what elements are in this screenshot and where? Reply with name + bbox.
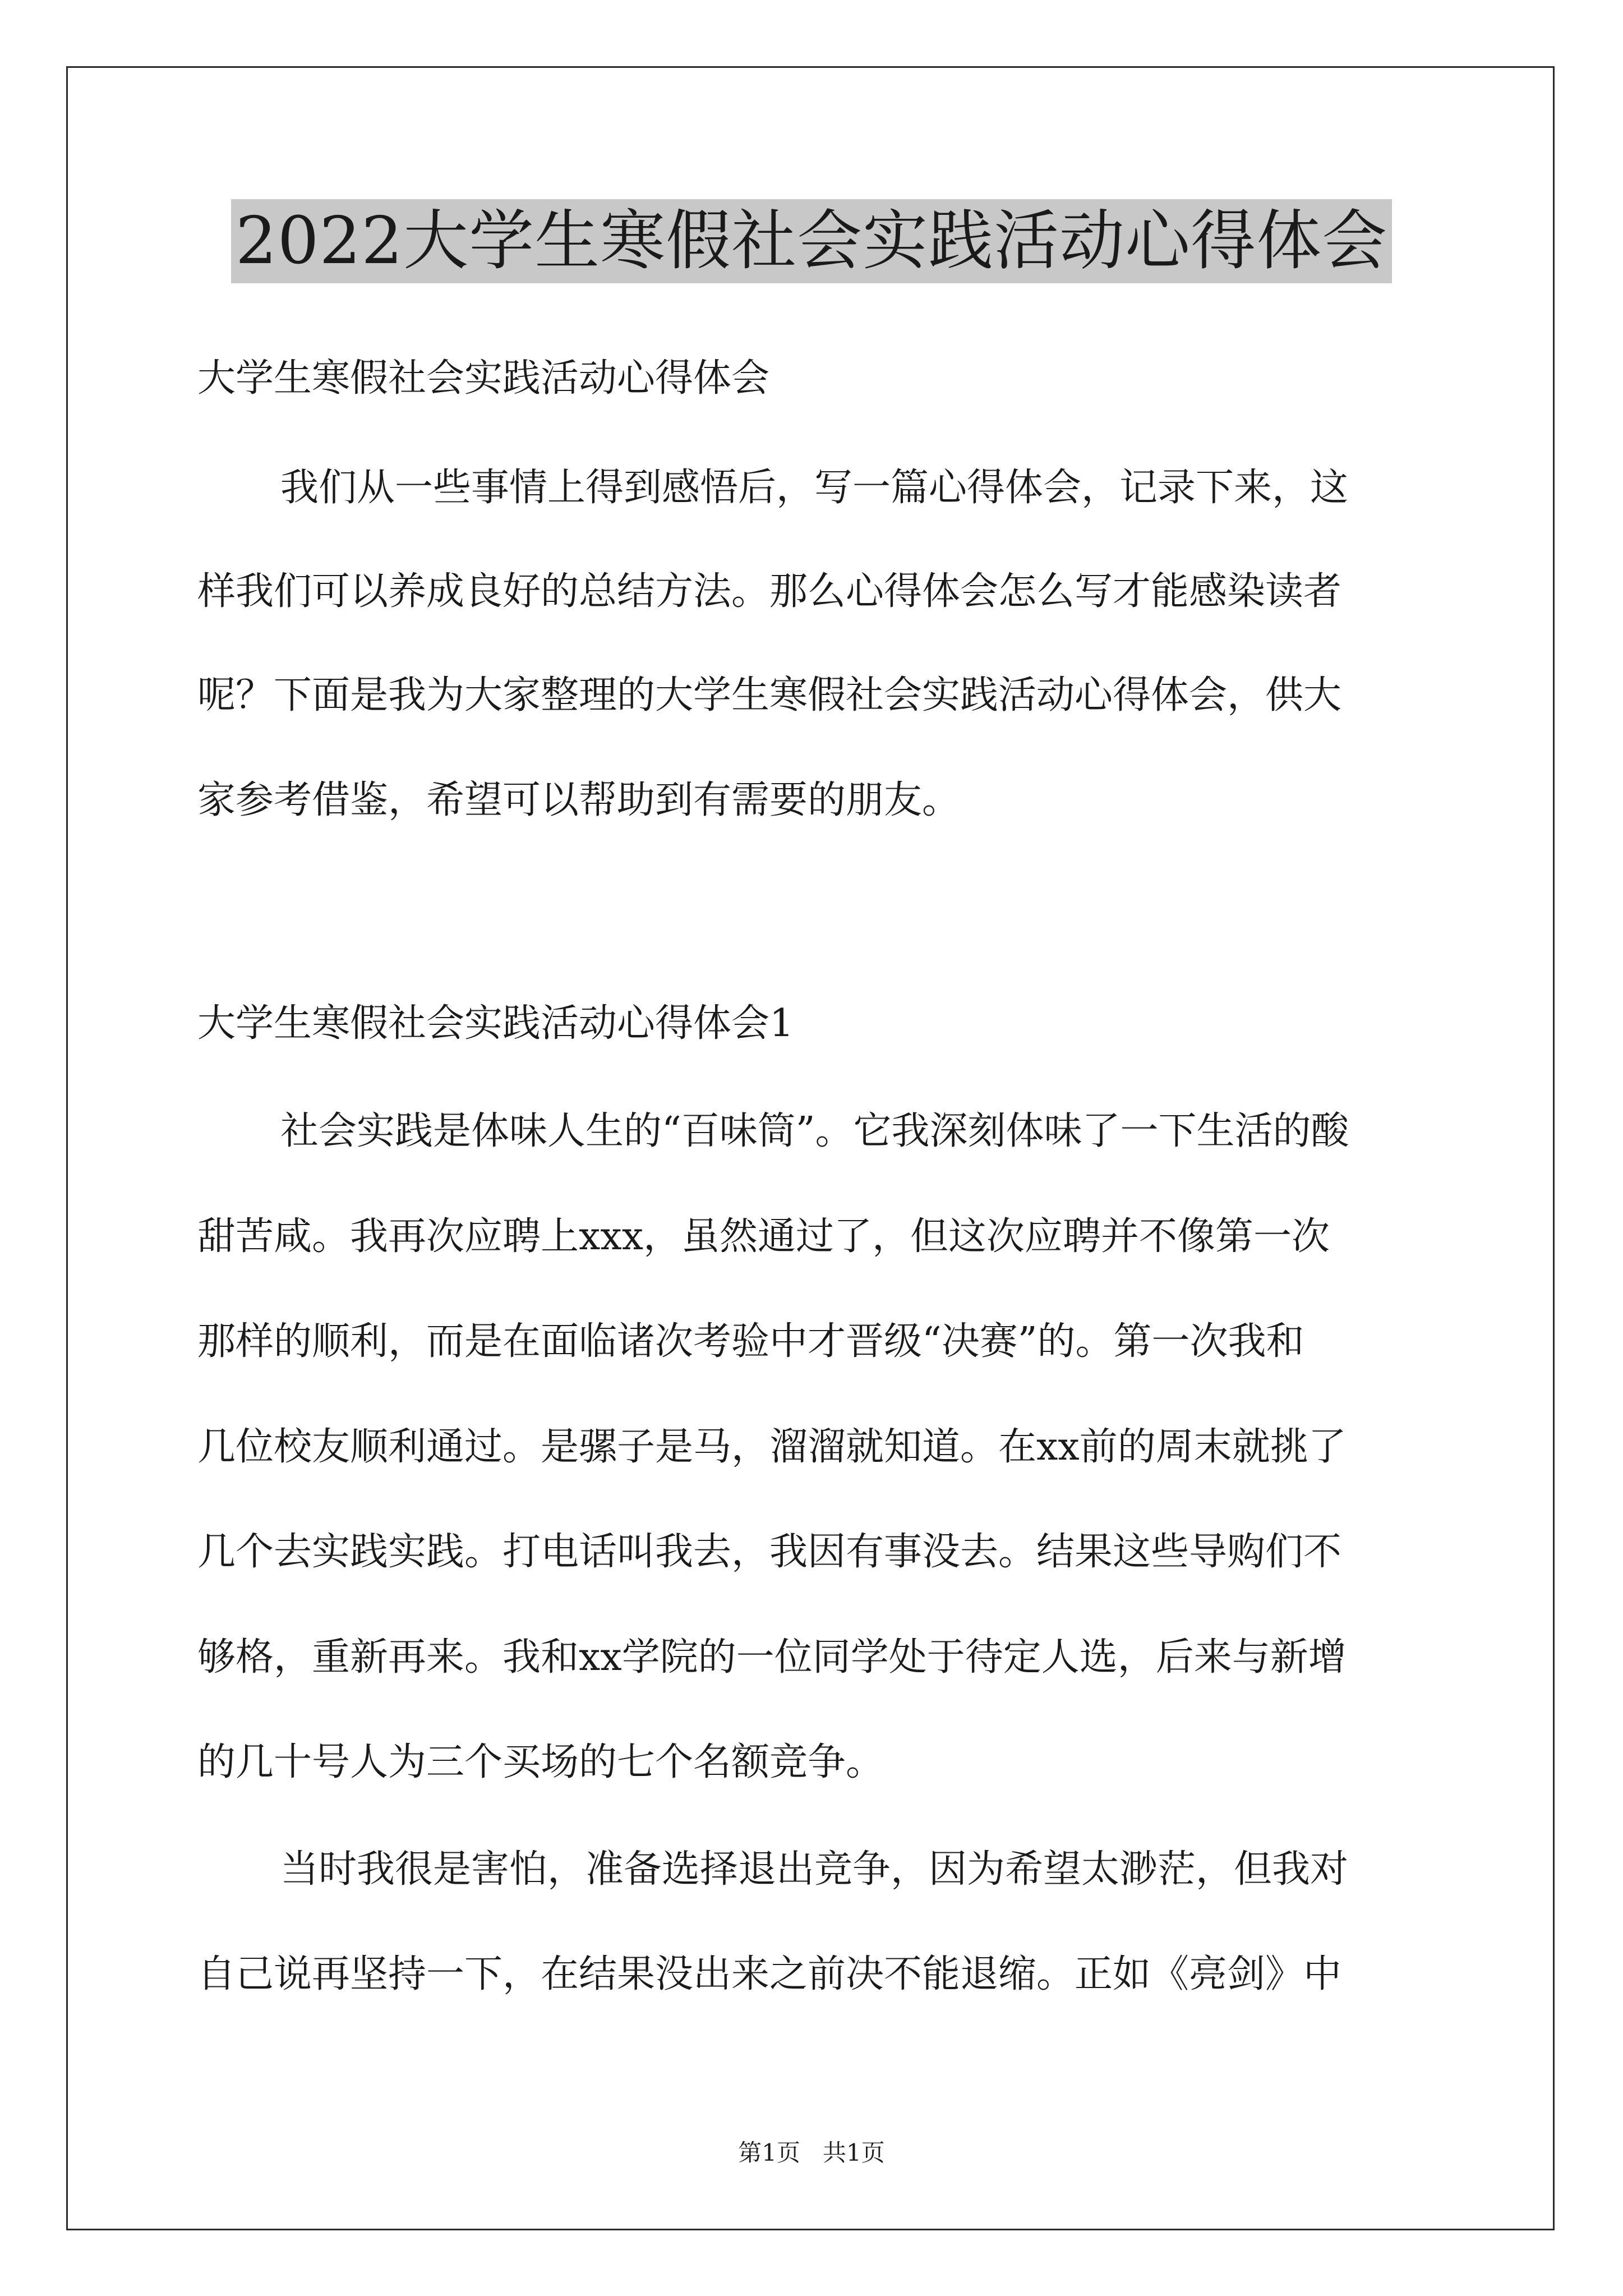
intro-line-1: 我们从一些事情上得到感悟后，写一篇心得体会，记录下来，这 xyxy=(280,466,1349,510)
intro-line-2: 样我们可以养成良好的总结方法。那么心得体会怎么写才能感染读者 xyxy=(197,569,1342,614)
paragraph2-line-1: 当时我很是害怕，准备选择退出竞争，因为希望太渺茫，但我对 xyxy=(280,1847,1349,1892)
paragraph-line-2: 甜苦咸。我再次应聘上xxx，虽然通过了，但这次应聘并不像第一次 xyxy=(197,1214,1330,1259)
document-title: 2022大学生寒假社会实践活动心得体会 xyxy=(231,199,1392,283)
paragraph2-line-2: 自己说再坚持一下，在结果没出来之前决不能退缩。正如《亮剑》中 xyxy=(197,1952,1342,1996)
paragraph-line-3: 那样的顺利，而是在面临诸次考验中才晋级“决赛”的。第一次我和 xyxy=(197,1319,1304,1364)
paragraph-line-4: 几位校友顺利通过。是骡子是马，溜溜就知道。在xx前的周末就挑了 xyxy=(197,1425,1347,1469)
paragraph-line-6: 够格，重新再来。我和xx学院的一位同学处于待定人选，后来与新增 xyxy=(197,1635,1347,1680)
intro-line-4: 家参考借鉴，希望可以帮助到有需要的朋友。 xyxy=(197,778,961,822)
title-container xyxy=(0,199,1623,283)
page-footer: 第1页 共1页 xyxy=(738,2139,885,2166)
intro-line-3: 呢？下面是我为大家整理的大学生寒假社会实践活动心得体会，供大 xyxy=(197,673,1342,717)
section-heading-1: 大学生寒假社会实践活动心得体会1 xyxy=(197,1001,794,1046)
paragraph-line-7: 的几十号人为三个买场的七个名额竞争。 xyxy=(197,1740,884,1784)
paragraph-line-1: 社会实践是体味人生的“百味筒”。它我深刻体味了一下生活的酸 xyxy=(280,1109,1349,1153)
paragraph-line-5: 几个去实践实践。打电话叫我去，我因有事没去。结果这些导购们不 xyxy=(197,1530,1342,1574)
subtitle-line: 大学生寒假社会实践活动心得体会 xyxy=(197,356,770,401)
